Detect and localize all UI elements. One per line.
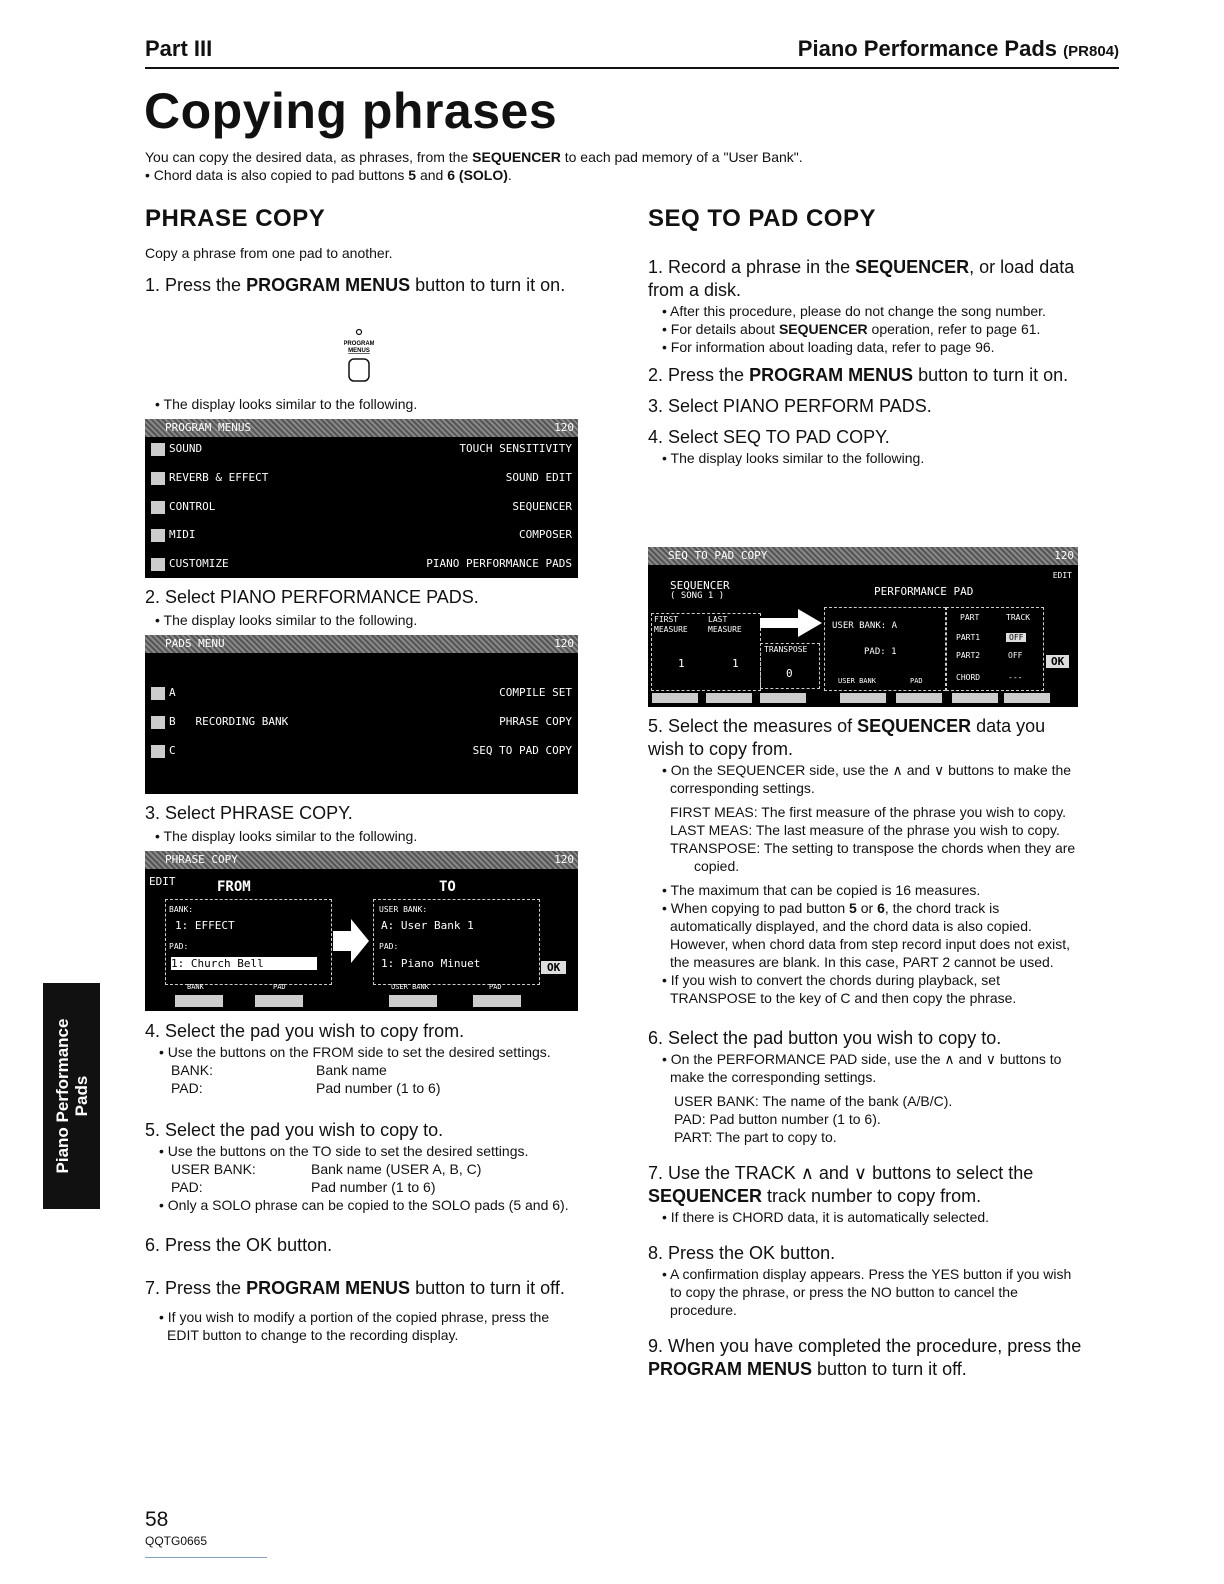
document-code: QQTG0665	[145, 1534, 208, 1548]
header-rule	[145, 67, 1119, 69]
right-steps-1-4: 1. Record a phrase in the SEQUENCER, or load data from a disk. • After this procedure, please do not change the song number. • For details about SEQUENCER operation, refer to page 61. • For information about loading data, refer to page 96. 2. Press the PROGRAM MENUS button to turn it on. 3. Select PIANO PERFORM PADS. 4. Select SEQ TO PAD COPY. • The display looks similar to the following.	[648, 257, 1075, 466]
part-label: Part III	[145, 36, 213, 61]
program-menus-display: PROGRAM MENUS 120 SOUND TOUCH SENSITIVITY REVERB & EFFECT SOUND EDIT CONTROL SEQUENCER MIDI COMPOSER CUSTOMIZE PIANO PERFORMANCE PADS	[145, 419, 578, 578]
intro-text: You can copy the desired data, as phrases, from the SEQUENCER to each pad memory of a "User Bank". • Chord data is also copied to pad buttons 5 and 6 (SOLO).	[145, 149, 803, 183]
left-s1-bullet: • The display looks similar to the following.	[155, 396, 418, 412]
copy-arrow-icon	[760, 609, 822, 637]
phrase-copy-lead: Copy a phrase from one pad to another.	[145, 245, 393, 261]
seq-to-pad-heading: SEQ TO PAD COPY	[648, 205, 876, 232]
left-step-2: 2. Select PIANO PERFORMANCE PADS.	[145, 587, 479, 607]
left-s3-bullet: • The display looks similar to the following.	[155, 828, 418, 844]
chapter-side-tab: Piano Performance Pads	[43, 983, 100, 1209]
midi-icon	[151, 529, 165, 542]
customize-icon	[151, 558, 165, 571]
left-step-3: 3. Select PHRASE COPY.	[145, 803, 353, 823]
phrase-copy-heading: PHRASE COPY	[145, 205, 326, 232]
section-label	[798, 36, 1119, 62]
pads-menu-display: PADS MENU 120 A COMPILE SET B RECORDING BANK PHRASE COPY C SEQ TO PAD COPY	[145, 635, 578, 794]
display-ok-button: OK	[541, 961, 566, 974]
program-menus-button-icon	[344, 328, 374, 386]
left-s2-bullet: • The display looks similar to the following.	[155, 612, 418, 628]
display-title-bar: SEQ TO PAD COPY 120	[648, 547, 1078, 565]
model-label: (PR804)	[1063, 43, 1119, 60]
sound-icon	[151, 443, 165, 456]
left-steps-4-7: 4. Select the pad you wish to copy from. • Use the buttons on the FROM side to set the desired settings. BANK: Bank name PAD: Pad number (1 to 6) 5. Select the pad you wish to copy to. • Use the buttons on the TO side to set the desired settings. USER BANK: Bank name (USER A, B, C) PAD: Pad number (1 to 6) • Only a SOLO phrase can be copied to the SOLO pads (5 and 6). 6. Press the OK button. 7. Press the PROGRAM MENUS button to turn it off. • If you wish to modify a portion of the copied phrase, press the EDIT button to change to the recording display.	[145, 1021, 569, 1343]
svg-text:MENUS: MENUS	[348, 348, 370, 354]
section-name: Piano Performance Pads	[797, 36, 1058, 61]
right-steps-5-9: 5. Select the measures of SEQUENCER data you wish to copy from. • On the SEQUENCER side, use the ∧ and ∨ buttons to make the corresponding settings. FIRST MEAS: The first measure of the phrase you wish to copy. LAST MEAS: The last measure of the phrase you wish to copy. TRANSPOSE: The setting to transpose the chords when they are copied. • The maximum that can be copied is 16 measures. • When copying to pad button 5 or 6, the chord track is automatically displayed, and the chord data is also copied. However, when chord data from step record input does not exist, the measures are blank. In this case, PART 2 cannot be used. • If you wish to convert the chords during playback, set TRANSPOSE to the key of C and then copy the phrase. 6. Select the pad button you wish to copy to. • On the PERFORMANCE PAD side, use the ∧ and ∨ buttons to make the corresponding settings. USER BANK: The name of the bank (A/B/C). PAD: Pad button number (1 to 6). PART: The part to copy to. 7. Use the TRACK ∧ and ∨ buttons to select the SEQUENCER track number to copy from. • If there is CHORD data, it is automatically selected. 8. Press the OK button. • A confirmation display appears. Press the YES button if you wish to copy the phrase, or press the NO button to cancel the procedure. 9. When you have completed the procedure, press the PROGRAM MENUS button to turn it off.	[648, 716, 1082, 1379]
phrase-copy-display: PHRASE COPY 120 EDIT FROM TO BANK: 1: EFFECT PAD: 1: Church Bell USER BANK: A: User Bank 1 PAD: 1: Piano Minuet OK BANK PAD USER BANK PAD	[145, 851, 578, 1011]
display-title-bar: PROGRAM MENUS 120	[145, 419, 578, 437]
copy-arrow-icon	[333, 919, 369, 963]
svg-text:PROGRAM: PROGRAM	[344, 341, 374, 347]
footer-rule	[145, 1557, 267, 1558]
page-number: 58	[145, 1508, 169, 1531]
page-title: Copying phrases	[144, 83, 558, 139]
display-ok-button: OK	[1046, 655, 1069, 668]
seq-to-pad-display: SEQ TO PAD COPY 120 EDIT SEQUENCER ( SONG 1 ) PERFORMANCE PAD FIRST MEASURE LAST MEASURE 1 1 TRANSPOSE 0 USER BANK: A PAD: 1 PART TRACK PART1 PART2 CHORD OFF OFF --- OK USER BANK PAD	[648, 547, 1078, 707]
control-icon	[151, 501, 165, 514]
display-title-bar: PADS MENU 120	[145, 635, 578, 653]
left-step-1: 1. Press the PROGRAM MENUS button to turn it on.	[145, 275, 566, 295]
reverb-icon	[151, 472, 165, 485]
display-title-bar: PHRASE COPY 120	[145, 851, 578, 869]
